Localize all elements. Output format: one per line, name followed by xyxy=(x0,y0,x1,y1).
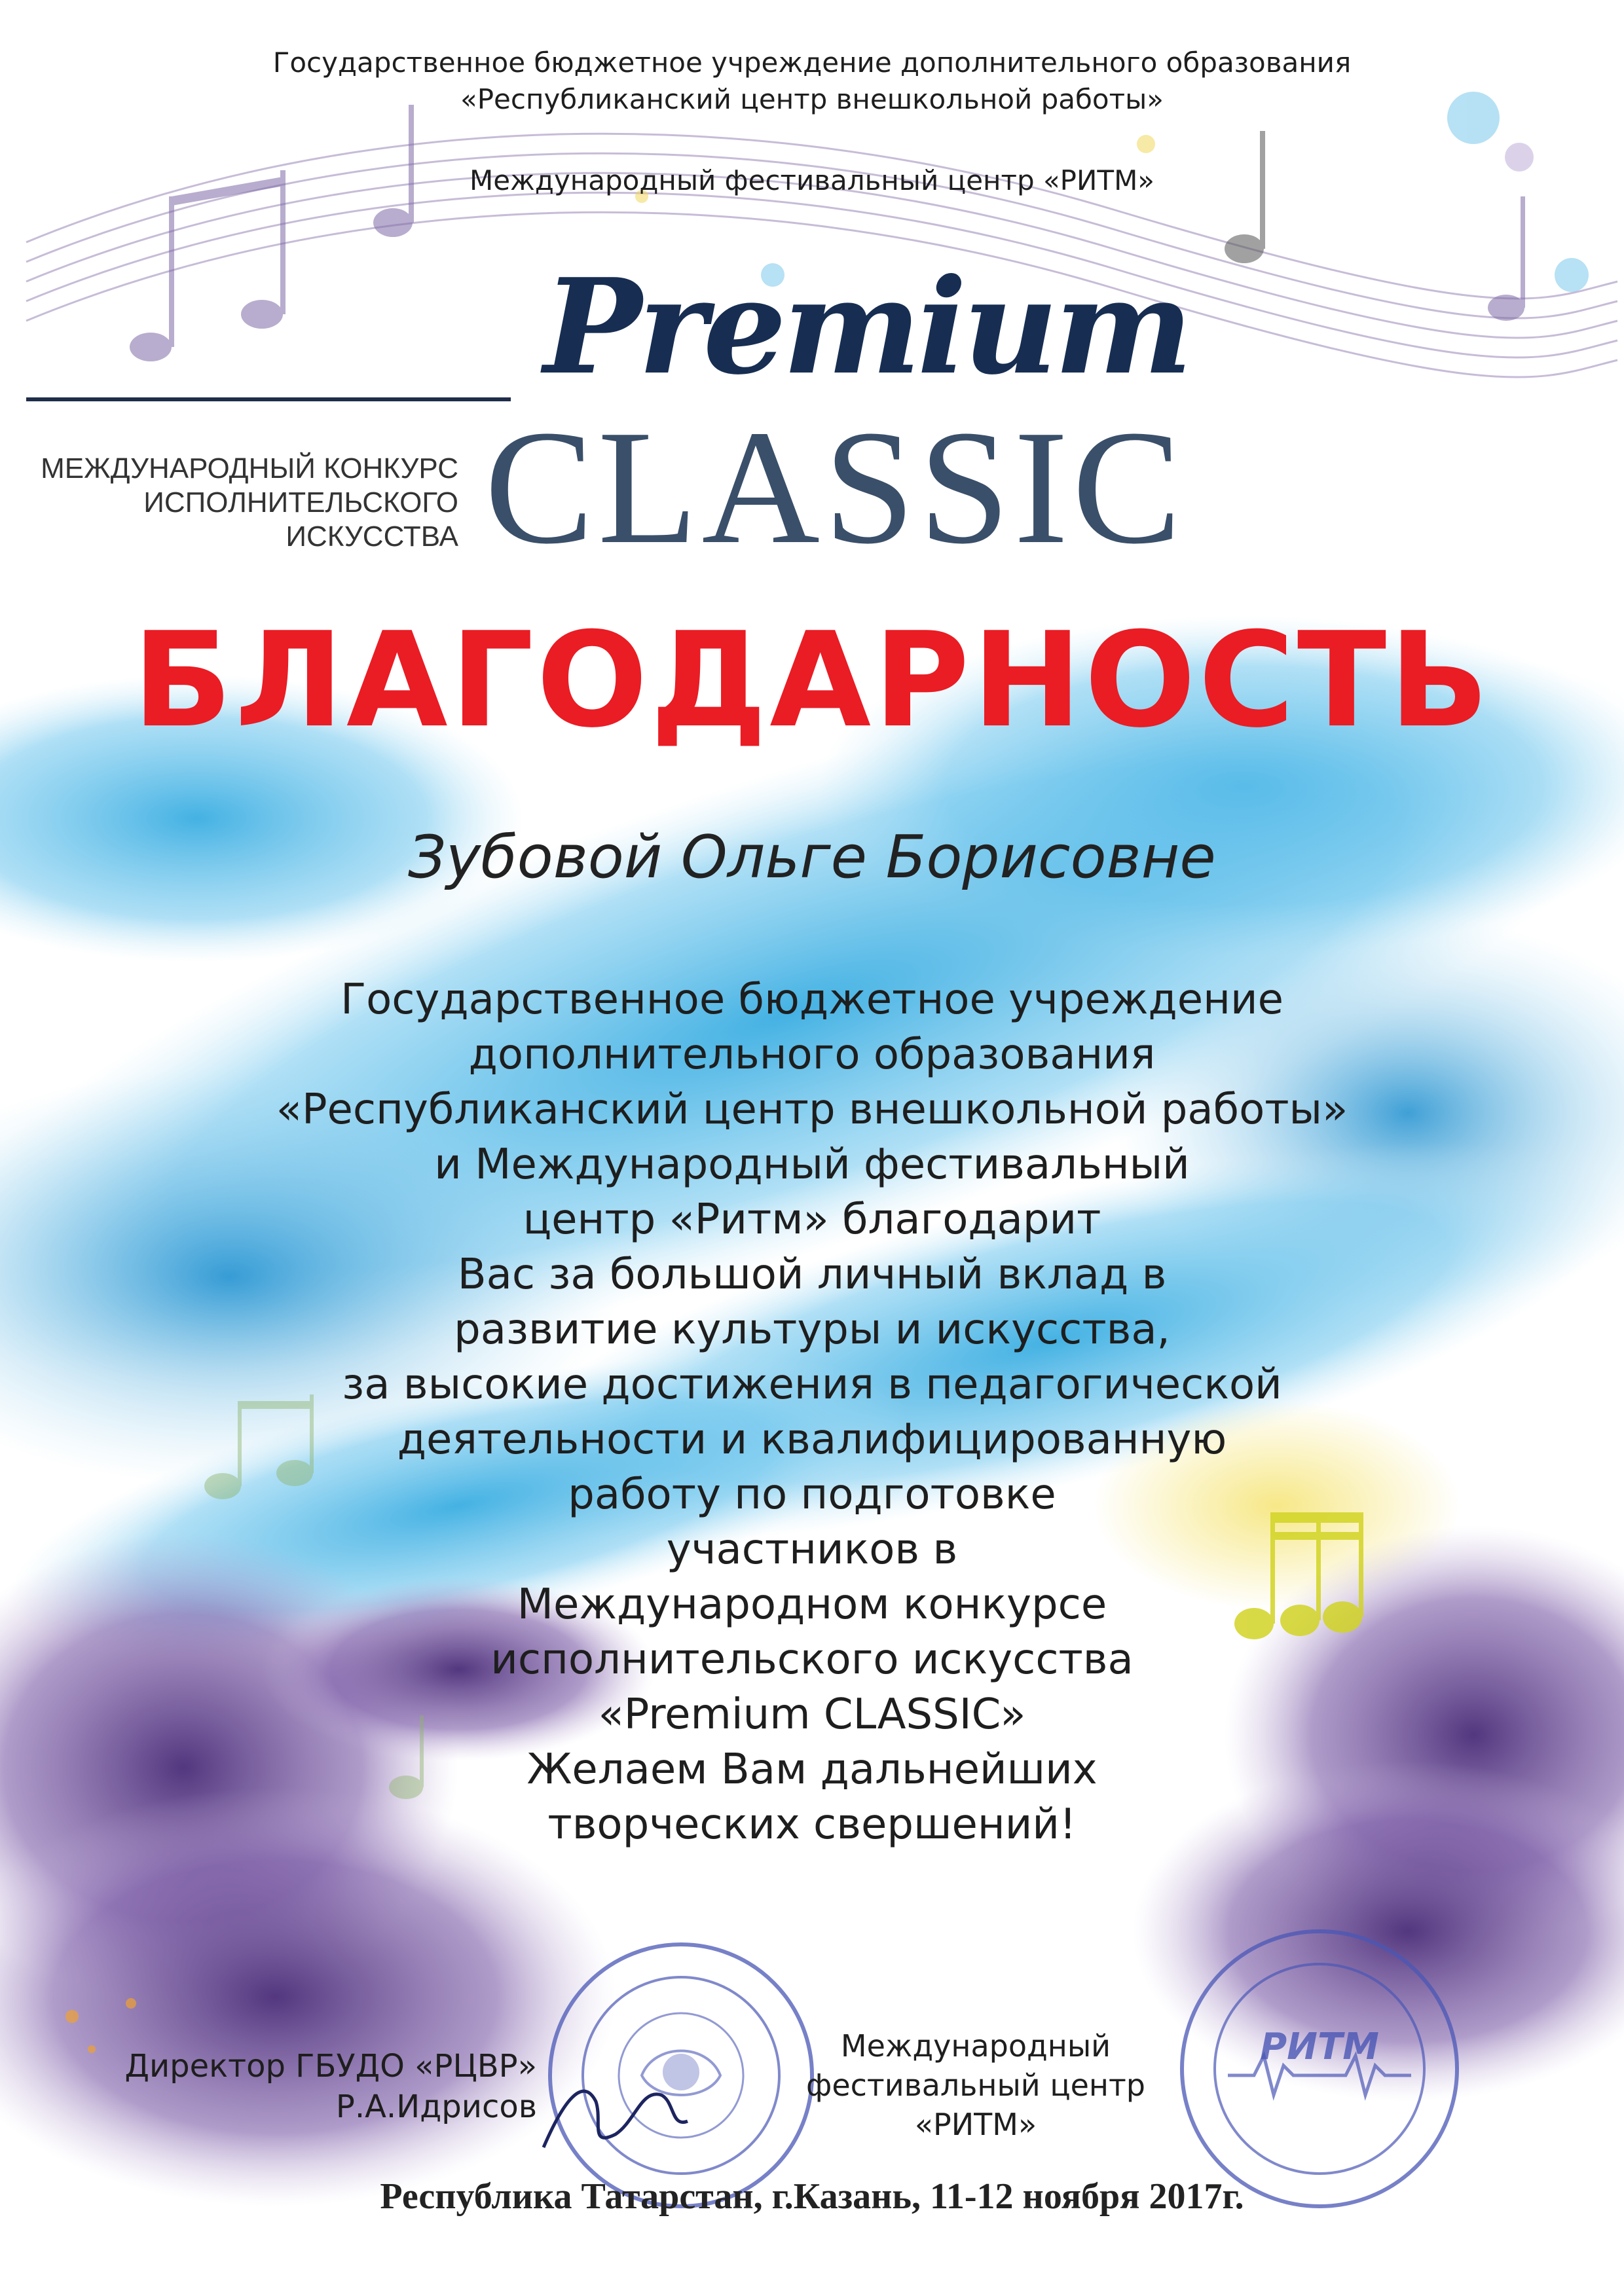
body-line: дополнительного образования xyxy=(468,1030,1156,1079)
body-line: и Международный фестивальный xyxy=(434,1140,1190,1189)
body-line: работу по подготовке xyxy=(568,1470,1056,1519)
contest-line-1: МЕЖДУНАРОДНЫЙ КОНКУРС xyxy=(41,452,458,484)
festival-center-line: Международный фестивальный центр «РИТМ» xyxy=(469,164,1155,196)
festival-line-2: фестивальный центр xyxy=(805,2068,1146,2103)
logo-classic: CLASSIC xyxy=(485,397,1186,578)
body-line: за высокие достижения в педагогической xyxy=(342,1360,1282,1409)
body-line: Международном конкурсе xyxy=(517,1580,1107,1629)
body-line: Государственное бюджетное учреждение xyxy=(341,975,1283,1024)
director-signature-block xyxy=(118,2046,537,2127)
body-line: исполнительского искусства xyxy=(490,1635,1134,1684)
recipient-name: Зубовой Ольге Борисовне xyxy=(408,823,1216,892)
body-line: деятельности и квалифицированную xyxy=(397,1415,1227,1464)
body-line: Вас за большой личный вклад в xyxy=(457,1250,1167,1299)
org-line-1: Государственное бюджетное учреждение дополнительного образования xyxy=(272,46,1352,79)
festival-line-1: Международный xyxy=(840,2028,1111,2064)
place-and-date: Республика Татарстан, г.Казань, 11-12 ноября 2017г. xyxy=(380,2176,1244,2217)
document-title: БЛАГОДАРНОСТЬ xyxy=(132,604,1492,757)
contest-line-2: ИСПОЛНИТЕЛЬСКОГО xyxy=(143,486,458,519)
director-signature xyxy=(530,2062,701,2160)
body-line: «Республиканский центр внешкольной работы» xyxy=(276,1085,1348,1134)
festival-signature-block xyxy=(805,2026,1146,2144)
director-name: Р.А.Идрисов xyxy=(335,2088,537,2125)
body-line: Желаем Вам дальнейших xyxy=(526,1745,1098,1794)
org-line-2: «Республиканский центр внешкольной работы» xyxy=(460,83,1164,115)
contest-line-3: ИСКУССТВА xyxy=(286,520,458,553)
body-line: центр «Ритм» благодарит xyxy=(523,1195,1101,1244)
director-role: Директор ГБУДО «РЦВР» xyxy=(124,2048,537,2085)
body-line: развитие культуры и искусства, xyxy=(454,1305,1170,1354)
body-line: участников в xyxy=(666,1525,958,1574)
gratitude-text xyxy=(0,972,1624,1852)
body-line: «Premium CLASSIC» xyxy=(598,1690,1026,1739)
body-line: творческих свершений! xyxy=(547,1800,1077,1849)
ritm-seal xyxy=(1175,1925,1464,2213)
festival-line-3: «РИТМ» xyxy=(914,2107,1037,2142)
ritm-seal-badge: РИТМ xyxy=(1260,2026,1379,2068)
logo-premium: Premium xyxy=(544,250,1189,404)
org-header xyxy=(0,45,1624,118)
